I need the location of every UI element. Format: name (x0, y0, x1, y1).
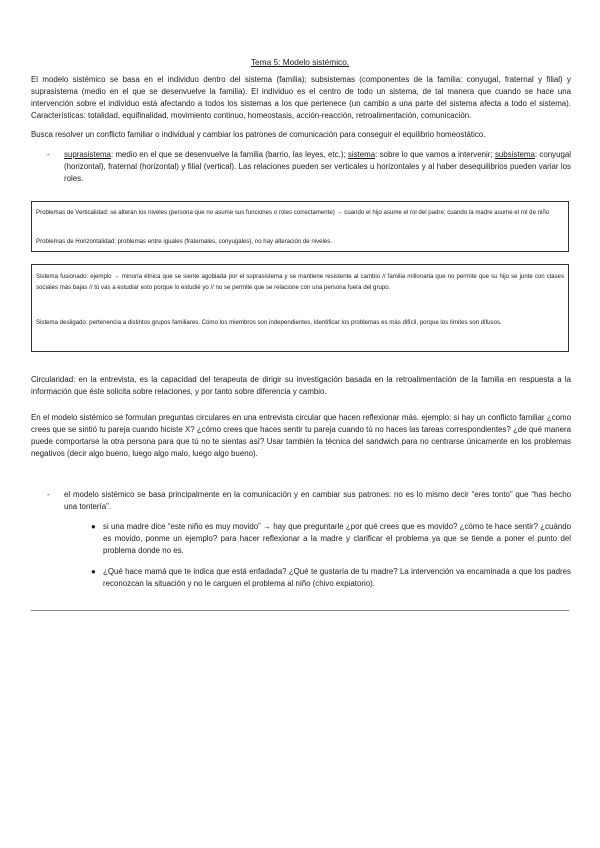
bullet-dot-icon: ● (91, 567, 96, 576)
text-subsistema: : conyugal (horizontal), fraternal (horizontal) y filial (vertical). Las relaciones pueden ser verticales u horizontales y al haber desequilibrios pueden variar los roles. (64, 150, 571, 184)
bullet-dash: - (47, 150, 50, 159)
term-subsistema: subsistema (494, 150, 535, 159)
system-types-box (31, 264, 569, 352)
horizontality-text: Problemas de Horizontalidad: problemas entre iguales (fraternales, conyugales), no hay alteración de niveles. (36, 238, 333, 245)
systems-bullet (64, 149, 571, 185)
busca-paragraph: Busca resolver un conflicto familiar o individual y cambiar los patrones de comunicación para conseguir el equilibrio homeostático. (31, 130, 486, 139)
circularidad-paragraph: Circularidad: en la entrevista, es la capacidad del terapeuta de dirigir su investigación basada en la retroalimentación de la familia en respuesta a la información que éste solicita sobre relaciones, y por tanto sobre diferencia y cambio. (31, 375, 571, 397)
bullet-dot-icon: ● (91, 522, 96, 531)
text-suprasistema: : medio en el que se desenvuelve la familia (barrio, las leyes, etc.); (110, 150, 348, 159)
desligado-text: Sistema desligado: pertenencia a distintos grupos familiares. Cómo los miembros son independientes, identificar los problemas es más difícil, porque los límites son difusos. (36, 319, 502, 326)
intro-paragraph: El modelo sistémico se basa en el individuo dentro del sistema (familia); subsistemas (componentes de la familia: conyugal, fraternal y filial) y suprasistema (medio en el que se desenvuelve la familia). El individuo es el centro de todo un sistema, de tal manera que cuando se hace una intervención sobre el individuo está afectando a todos los sistemas a los que pertenece (un cambio a una parte del sistema afecta a todo el sistema). Características: totalidad, equifinalidad, movimiento continuo, homeostasis, acción-reacción, retroalimentación, comunicación. (31, 75, 571, 121)
term-suprasistema: suprasistema (64, 150, 111, 159)
term-sistema: sistema (347, 150, 376, 159)
document-title: Tema 5: Modelo sistémico. (250, 57, 350, 67)
text-sistema: : sobre lo que vamos a intervenir; (375, 150, 495, 159)
questions-example-bullet: ¿Qué hace mamá que te indica que está enfadada? ¿Qué te gustaría de tu madre? La intervención va encaminada a que los padres reconozcan la situación y no le carguen el problema al niño (chivo expiatorio). (103, 567, 571, 589)
mother-example-bullet: si una madre dice “este niño es muy movido” → hay que preguntarle ¿por qué crees que es movido? ¿cómo te hace sentir? ¿cuándo es movido, ponme un ejemplo? para hacer reflexionar a la madre y clarificar el problema ya que se tiende a poner el punto del problema donde no es. (103, 522, 571, 556)
bullet-dash: - (47, 490, 50, 499)
fusionado-text: Sistema fusionado: ejemplo → minoría étnica que se siente agobiada por el suprasistema y se mantiene resistente al cambio // familia millonaria que no permite que su hijo se junte con clases sociales más bajas // tú vas a estudiar esto porque lo estudié yo // no se permite que se relacione con una persona fuera del grupo. (36, 273, 564, 291)
verticality-box (31, 201, 569, 252)
communication-bullet: el modelo sistémico se basa principalmente en la comunicación y en cambiar sus patrones: no es lo mismo decir “eres tonto” que “has hecho una tontería”. (64, 490, 571, 512)
bottom-divider (31, 610, 569, 611)
preguntas-paragraph: En el modelo sistémico se formulan preguntas circulares en una entrevista circular que hacen reflexionar más. ejemplo: si hay un conflicto familiar ¿como crees que se sintió tu pareja cuando hiciste X? ¿cómo crees que haces sentir tu pareja cuando tú no haces las tareas correspondientes? ¿de qué manera puede comportarse la otra persona para que tú no te sientas así? Usar también la técnica del sandwich para no centrarse únicamente en los problemas negativos (decir algo bueno, luego algo malo, luego algo bueno). (31, 413, 571, 459)
verticality-text: Problemas de Verticalidad: se alteran los niveles (persona que no asume sus funciones o roles correctamente) → cuando el hijo asume el rol del padre; cuando la madre asume el rol de niño (36, 209, 550, 216)
